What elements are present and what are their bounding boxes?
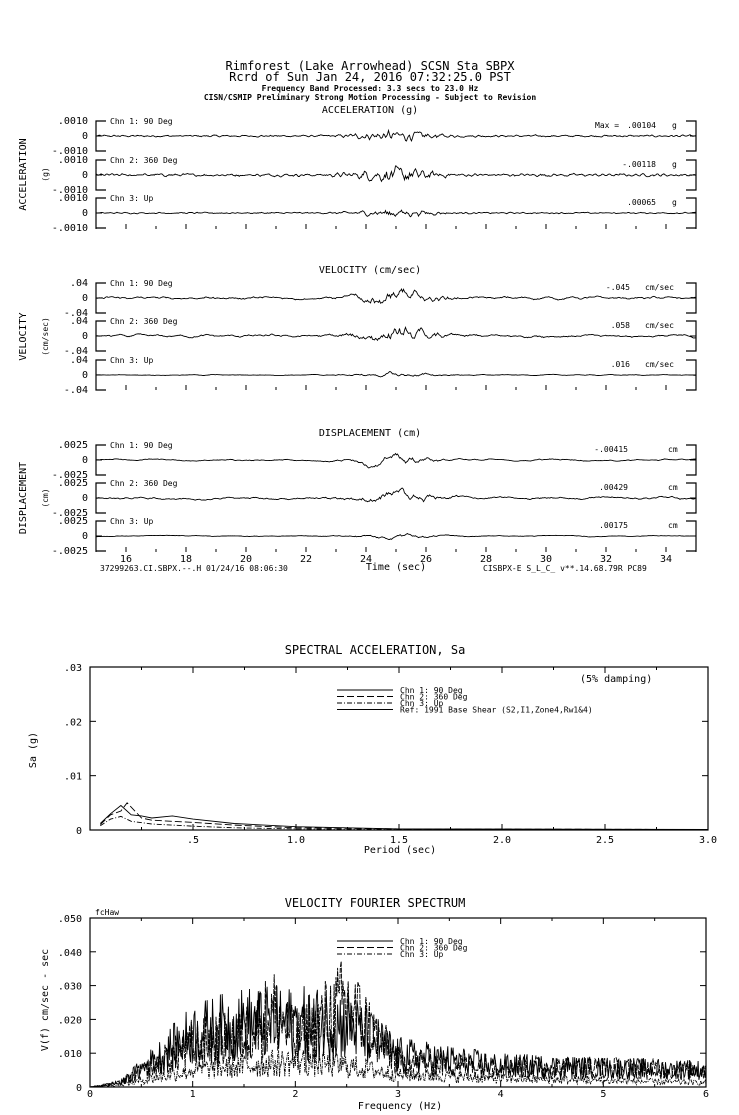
channel-label: Chn 2: 360 Deg [110,479,178,488]
y-tick-label: -.0025 [51,546,88,557]
peak-unit: cm [668,445,678,454]
panel-title: VELOCITY (cm/sec) [318,265,422,276]
peak-unit: cm/sec [645,360,674,369]
y-tick-label: .010 [57,1049,82,1061]
record-time: Rcrd of Sun Jan 24, 2016 07:32:25.0 PST [229,70,511,84]
peak-value: .00429 [599,483,628,492]
x-tick-label: 6 [702,1089,710,1100]
channel-label: Chn 1: 90 Deg [110,117,173,126]
y-tick-label: .04 [69,278,88,289]
y-tick-label: .020 [57,1015,82,1027]
record-id: 37299263.CI.SBPX.--.H 01/24/16 08:06:30 [100,564,288,573]
peak-value: .058 [610,321,630,330]
vfs-title: VELOCITY FOURIER SPECTRUM [284,896,466,910]
corner-label: fcHaw [95,908,120,917]
y-tick-label: .0025 [57,440,88,451]
y-tick-label: -.04 [63,385,88,396]
x-tick-label: 1.5 [389,835,409,846]
channel-label: Chn 2: 360 Deg [110,156,178,165]
header [204,59,537,102]
processing-note: CISN/CSMIP Preliminary Strong Motion Processing - Subject to Revision [203,93,537,102]
x-tick-label: 2 [292,1089,299,1100]
x-tick-label: 5 [600,1089,607,1100]
y-tick-label: .02 [63,717,82,729]
legend-label: Chn 1: 90 Deg [400,686,463,695]
y-tick-label: 0 [81,531,88,542]
x-tick-label: 4 [497,1089,504,1100]
peak-unit: g [672,160,677,169]
legend-label: Chn 3: Up [400,699,444,708]
y-tick-label: -.0025 [51,508,88,519]
y-tick-label: .04 [69,316,88,327]
peak-value: .00065 [627,198,656,207]
y-tick-label: .04 [69,355,88,366]
panel-displacement [18,428,696,573]
y-tick-label: .0010 [57,155,88,166]
y-tick-label: .0025 [57,516,88,527]
channel-label: Chn 3: Up [110,356,154,365]
sa-title: SPECTRAL ACCELERATION, Sa [284,643,466,657]
y-tick-label: 0 [75,826,82,837]
legend-label: Chn 1: 90 Deg [400,937,463,946]
processing-id: CISBPX-E S_L_C_ v**.14.68.79R PC89 [483,564,647,573]
vfs-curve-2 [90,961,706,1087]
y-tick-label: -.0010 [51,185,88,196]
y-axis-unit: (g) [41,167,50,182]
peak-value: -.045 [605,283,630,292]
y-tick-label: -.04 [63,308,88,319]
x-tick-label: 32 [599,554,613,565]
channel-label: Chn 3: Up [110,194,154,203]
y-tick-label: 0 [81,170,88,181]
y-tick-label: 0 [81,455,88,466]
y-tick-label: 0 [81,293,88,304]
waveform-2 [96,327,696,340]
peak-value: -.00415 [594,445,628,454]
y-axis-unit: (cm) [41,488,50,508]
peak-unit: cm/sec [645,283,674,292]
x-tick-label: 3.0 [698,835,718,846]
y-tick-label: 0 [81,331,88,342]
y-axis-label: V(f) cm/sec - sec [40,948,51,1052]
sa-curve-3 [100,816,708,829]
waveform-3 [96,210,696,217]
x-tick-label: 2.0 [492,835,512,846]
peak-unit: g [672,121,677,130]
legend-label: Ref: 1991 Base Shear (S2,I1,Zone4,Rw1&4) [400,705,593,715]
panel-title: DISPLACEMENT (cm) [318,428,422,439]
y-tick-label: .01 [63,771,82,783]
peak-value: -.00118 [622,160,656,169]
y-tick-label: 0 [81,131,88,142]
x-axis-label: Period (sec) [363,845,437,856]
legend-label: Chn 3: Up [400,950,444,959]
x-tick-label: 1.0 [286,835,306,846]
peak-value: .016 [610,360,630,369]
y-tick-label: -.0010 [51,146,88,157]
x-tick-label: 2.5 [595,835,615,846]
peak-unit: cm/sec [645,321,674,330]
y-tick-label: .03 [63,663,82,674]
y-tick-label: -.0010 [51,223,88,234]
x-tick-label: 18 [179,554,193,565]
waveform-3 [96,372,696,377]
x-axis-label: Frequency (Hz) [357,1101,443,1112]
y-tick-label: 0 [81,493,88,504]
peak-value: .00175 [599,521,628,530]
waveform-1 [96,454,696,468]
y-tick-label: -.04 [63,346,88,357]
x-tick-label: 0 [86,1089,94,1100]
x-tick-label: 26 [419,554,433,565]
damping-annotation: (5% damping) [580,674,653,685]
channel-label: Chn 3: Up [110,517,154,526]
y-tick-label: 0 [75,1083,82,1094]
y-tick-label: .0025 [57,478,88,489]
x-tick-label: 34 [659,554,673,565]
x-axis-label: Time (sec) [365,562,427,573]
peak-value: .00104 [627,121,656,130]
y-axis-label: Sa (g) [28,731,39,769]
y-tick-label: .050 [57,914,82,925]
panel-title: ACCELERATION (g) [321,105,419,116]
y-tick-label: 0 [81,208,88,219]
frequency-band: Frequency Band Processed: 3.3 secs to 23.0 Hz [261,84,479,93]
panel-acceleration [18,105,696,234]
x-tick-label: .5 [186,835,200,846]
y-tick-label: 0 [81,370,88,381]
legend-label: Chn 2: 360 Deg [400,692,468,702]
y-axis-label: VELOCITY [18,312,29,361]
waveform-3 [96,534,696,540]
channel-label: Chn 2: 360 Deg [110,317,178,326]
y-axis-unit: (cm/sec) [41,317,50,356]
panel-velocity [18,265,696,396]
peak-unit: cm [668,521,678,530]
legend-label: Chn 2: 360 Deg [400,943,468,953]
channel-label: Chn 1: 90 Deg [110,279,173,288]
y-tick-label: .040 [57,947,82,959]
y-axis-label: ACCELERATION [18,138,29,211]
peak-unit: g [672,198,677,207]
y-tick-label: .0010 [57,193,88,204]
waveform-2 [96,166,696,181]
x-tick-label: 30 [539,554,553,565]
sa-plot-frame [90,667,708,830]
x-tick-label: 1 [189,1089,196,1100]
x-tick-label: 24 [359,554,373,565]
x-tick-label: 22 [299,554,313,565]
x-tick-label: 16 [119,554,133,565]
x-tick-label: 3 [394,1089,402,1100]
y-tick-label: -.0025 [51,470,88,481]
y-tick-label: .0010 [57,116,88,127]
max-label: Max = [595,121,620,130]
y-axis-label: DISPLACEMENT [18,461,29,535]
x-tick-label: 28 [479,554,493,565]
waveform-1 [96,131,696,142]
x-tick-label: 20 [239,554,253,565]
y-tick-label: .030 [57,981,82,993]
sa-curve-2 [100,803,708,830]
peak-unit: cm [668,483,678,492]
station-title: Rimforest (Lake Arrowhead) SCSN Sta SBPX [225,59,515,73]
channel-label: Chn 1: 90 Deg [110,441,173,450]
